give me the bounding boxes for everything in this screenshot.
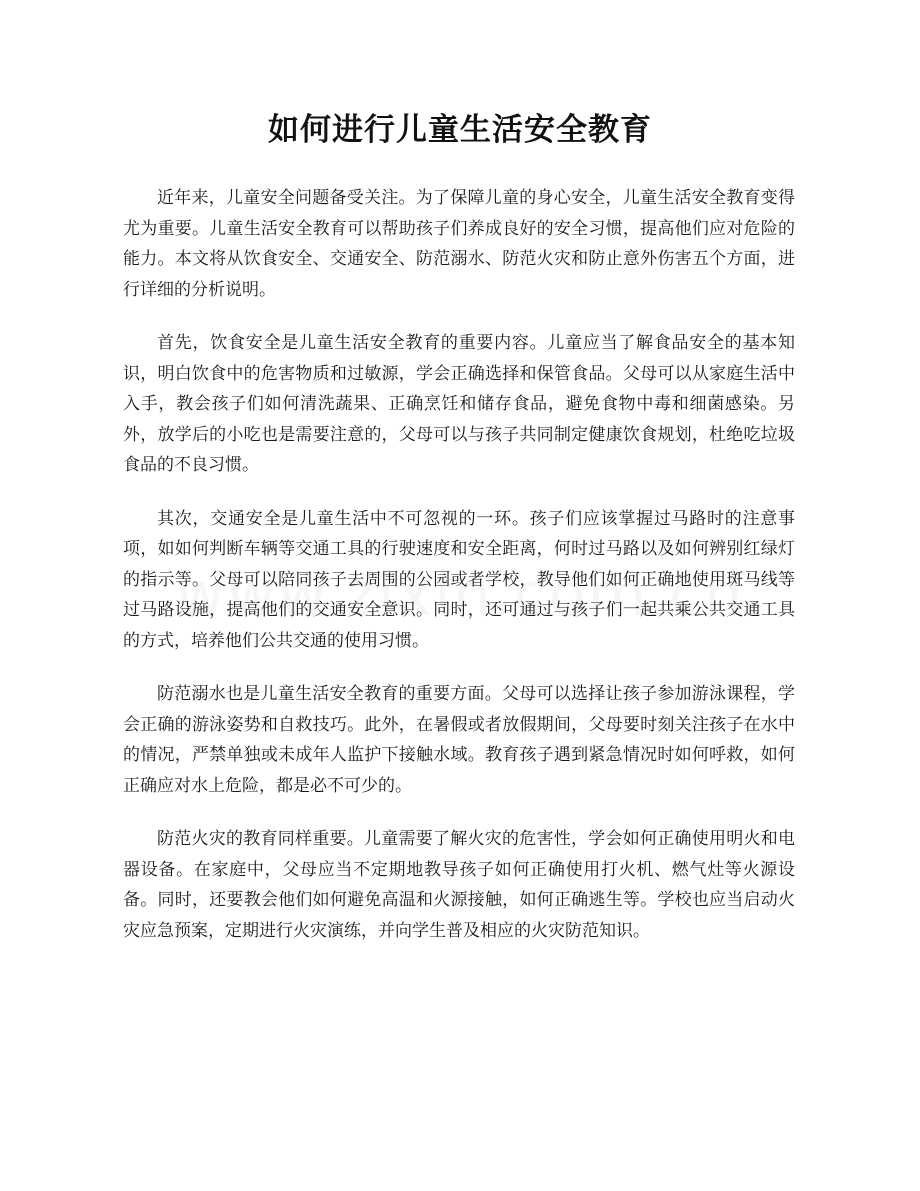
- page-title: 如何进行儿童生活安全教育: [268, 112, 652, 148]
- paragraph-intro: 近年来，儿童安全问题备受关注。为了保障儿童的身心安全，儿童生活安全教育变得尤为重要。儿童生活安全教育可以帮助孩子们养成良好的安全习惯，提高他们应对危险的能力。本文将从饮食安全、交通安全、防范溺水、防范火灾和防止意外伤害五个方面，进行详细的分析说明。: [123, 188, 795, 300]
- paragraph-food-safety: 首先，饮食安全是儿童生活安全教育的重要内容。儿童应当了解食品安全的基本知识，明白饮食中的危害物质和过敏源，学会正确选择和保管食品。父母可以从家庭生活中入手，教会孩子们如何清洗蔬果、正确烹饪和储存食品，避免食物中毒和细菌感染。另外，放学后的小吃也是需要注意的，父母可以与孩子共同制定健康饮食规划，杜绝吃垃圾食品的不良习惯。: [123, 333, 795, 475]
- paragraph-traffic-safety: 其次，交通安全是儿童生活中不可忽视的一环。孩子们应该掌握过马路时的注意事项，如如何判断车辆等交通工具的行驶速度和安全距离，何时过马路以及如何辨别红绿灯的指示等。父母可以陪同孩子去周围的公园或者学校，教导他们如何正确地使用斑马线等过马路设施，提高他们的交通安全意识。同时，还可通过与孩子们一起共乘公共交通工具的方式，培养他们公共交通的使用习惯。: [123, 508, 795, 651]
- paragraph-drowning-prevention: 防范溺水也是儿童生活安全教育的重要方面。父母可以选择让孩子参加游泳课程，学会正确的游泳姿势和自救技巧。此外，在暑假或者放假期间，父母要时刻关注孩子在水中的情况，严禁单独或未成年人监护下接触水域。教育孩子遇到紧急情况时如何呼救，如何正确应对水上危险，都是必不可少的。: [123, 684, 795, 796]
- document-body: [123, 183, 795, 969]
- paragraph-fire-prevention: 防范火灾的教育同样重要。儿童需要了解火灾的危害性，学会如何正确使用明火和电器设备。在家庭中，父母应当不定期地教导孩子如何正确使用打火机、燃气灶等火源设备。同时，还要教会他们如何避免高温和火源接触，如何正确逃生等。学校也应当启动火灾应急预案，定期进行火灾演练，并向学生普及相应的火灾防范知识。: [123, 829, 795, 941]
